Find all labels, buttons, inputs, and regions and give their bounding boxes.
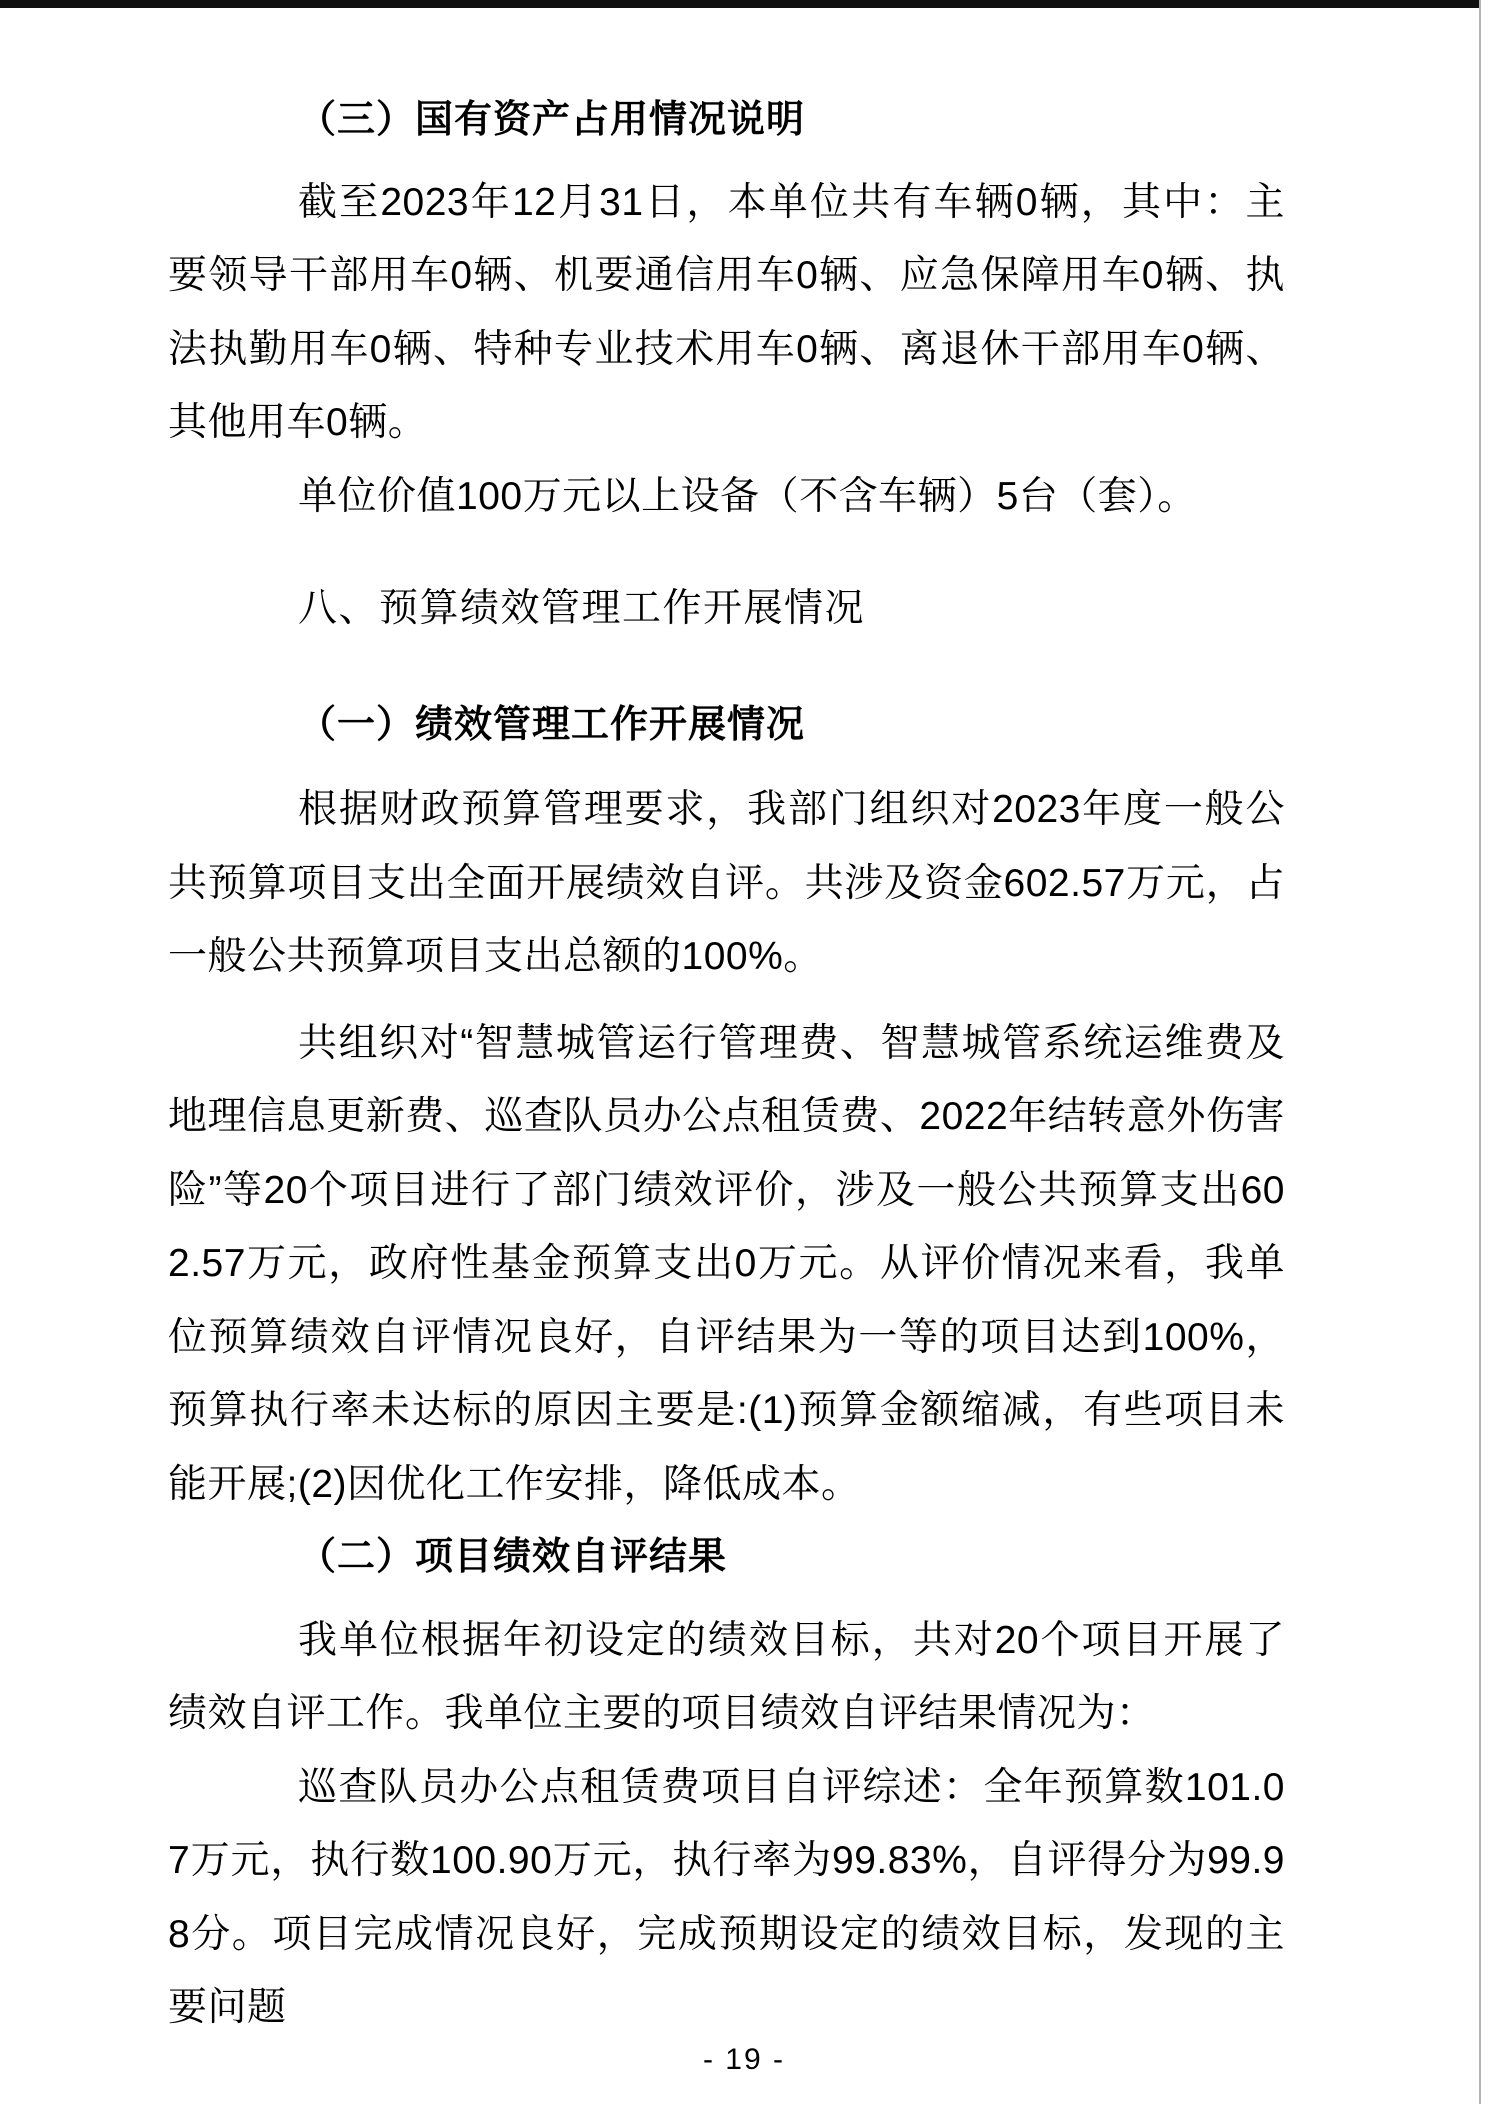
heading-project-self-evaluation-results: （二）项目绩效自评结果	[298, 1536, 728, 1578]
heading-chapter-8-budget-performance: 八、预算绩效管理工作开展情况	[298, 587, 866, 630]
paragraph-self-evaluation-targets: 我单位根据年初设定的绩效目标，共对20个项目开展了绩效自评工作。我单位主要的项目绩效自评结果情况为：	[168, 1618, 1285, 1735]
scan-artifact-top-bar	[0, 0, 1481, 8]
document-content	[168, 8, 1285, 2045]
paragraph-project-evaluation-details: 共组织对“智慧城管运行管理费、智慧城管系统运维费及地理信息更新费、巡查队员办公点租赁费、2022年结转意外伤害险”等20个项目进行了部门绩效评价，涉及一般公共预算支出602.57万元，政府性基金预算支出0万元。从评价情况来看，我单位预算绩效自评情况良好，自评结果为一等的项目达到100%，预算执行率未达标的原因主要是:(1)预算金额缩减，有些项目未能开展;(2)因优化工作安排，降低成本。	[168, 1021, 1285, 1506]
heading-performance-management-work: （一）绩效管理工作开展情况	[298, 703, 806, 746]
scan-artifact-right-edge-line	[1479, 0, 1481, 2104]
paragraph-vehicle-holdings: 截至2023年12月31日，本单位共有车辆0辆，其中：主要领导干部用车0辆、机要通信用车0辆、应急保障用车0辆、执法执勤用车0辆、特种专业技术用车0辆、离退休干部用车0辆、其他用车0辆。	[168, 180, 1285, 444]
paragraph-self-evaluation-overview: 根据财政预算管理要求，我部门组织对2023年度一般公共预算项目支出全面开展绩效自评。共涉及资金602.57万元，占一般公共预算项目支出总额的100%。	[168, 788, 1285, 978]
paragraph-equipment-over-1m: 单位价值100万元以上设备（不含车辆）5台（套）。	[298, 474, 1197, 518]
page-number: - 19 -	[702, 2043, 786, 2076]
heading-state-assets-usage: （三）国有资产占用情况说明	[298, 99, 806, 141]
paragraph-patrol-office-rental-summary: 巡查队员办公点租赁费项目自评综述：全年预算数101.07万元，执行数100.90万元，执行率为99.83%，自评得分为99.98分。项目完成情况良好，完成预期设定的绩效目标，发现的主要问题	[168, 1765, 1285, 2029]
